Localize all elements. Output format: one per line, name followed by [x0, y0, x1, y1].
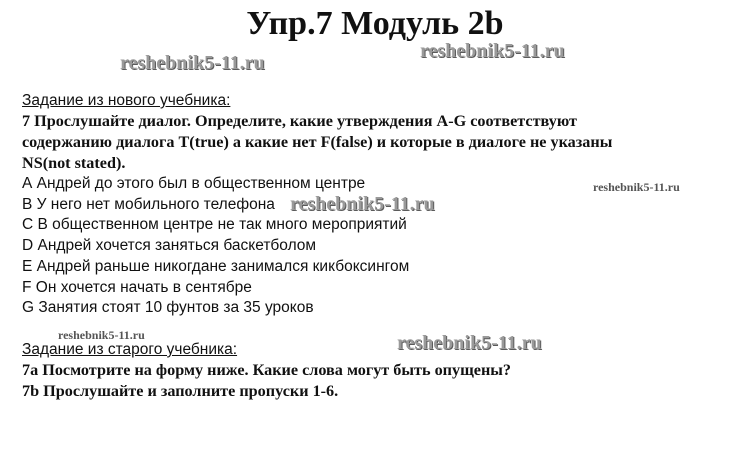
statement-e: E Андрей раньше никогдане занимался кикбоксингом — [22, 258, 410, 275]
new-textbook-label: Задание из нового учебника: — [22, 92, 231, 109]
instruction-line: 7 Прослушайте диалог. Определите, какие утверждения A-G соответствуют — [22, 112, 577, 130]
statement-g: G Занятия стоят 10 фунтов за 35 уроков — [22, 299, 314, 316]
statement-d: D Андрей хочется заняться баскетболом — [22, 237, 317, 254]
watermark: reshebnik5-11.ru — [290, 193, 435, 215]
watermark: reshebnik5-11.ru — [420, 40, 565, 62]
old-textbook-label: Задание из старого учебника: — [22, 341, 238, 358]
watermark: reshebnik5-11.ru — [58, 328, 145, 342]
watermark: reshebnik5-11.ru — [397, 332, 542, 354]
watermark: reshebnik5-11.ru — [120, 52, 265, 74]
statement-c: C В общественном центре не так много мероприятий — [22, 216, 407, 233]
instruction-line: NS(not stated). — [22, 154, 126, 172]
task-7b: 7b Прослушайте и заполните пропуски 1-6. — [22, 382, 339, 400]
statement-a: А Андрей до этого был в общественном центре — [22, 175, 366, 192]
page-title: Упр.7 Модуль 2b — [246, 5, 504, 42]
statement-b: B У него нет мобильного телефона — [22, 196, 275, 213]
statement-f: F Он хочется начать в сентябре — [22, 279, 252, 296]
instruction-line: содержанию диалога T(true) а какие нет F(false) и которые в диалоге не указаны — [22, 133, 613, 151]
watermark: reshebnik5-11.ru — [593, 180, 680, 194]
task-7a: 7a Посмотрите на форму ниже. Какие слова могут быть опущены? — [22, 361, 512, 379]
